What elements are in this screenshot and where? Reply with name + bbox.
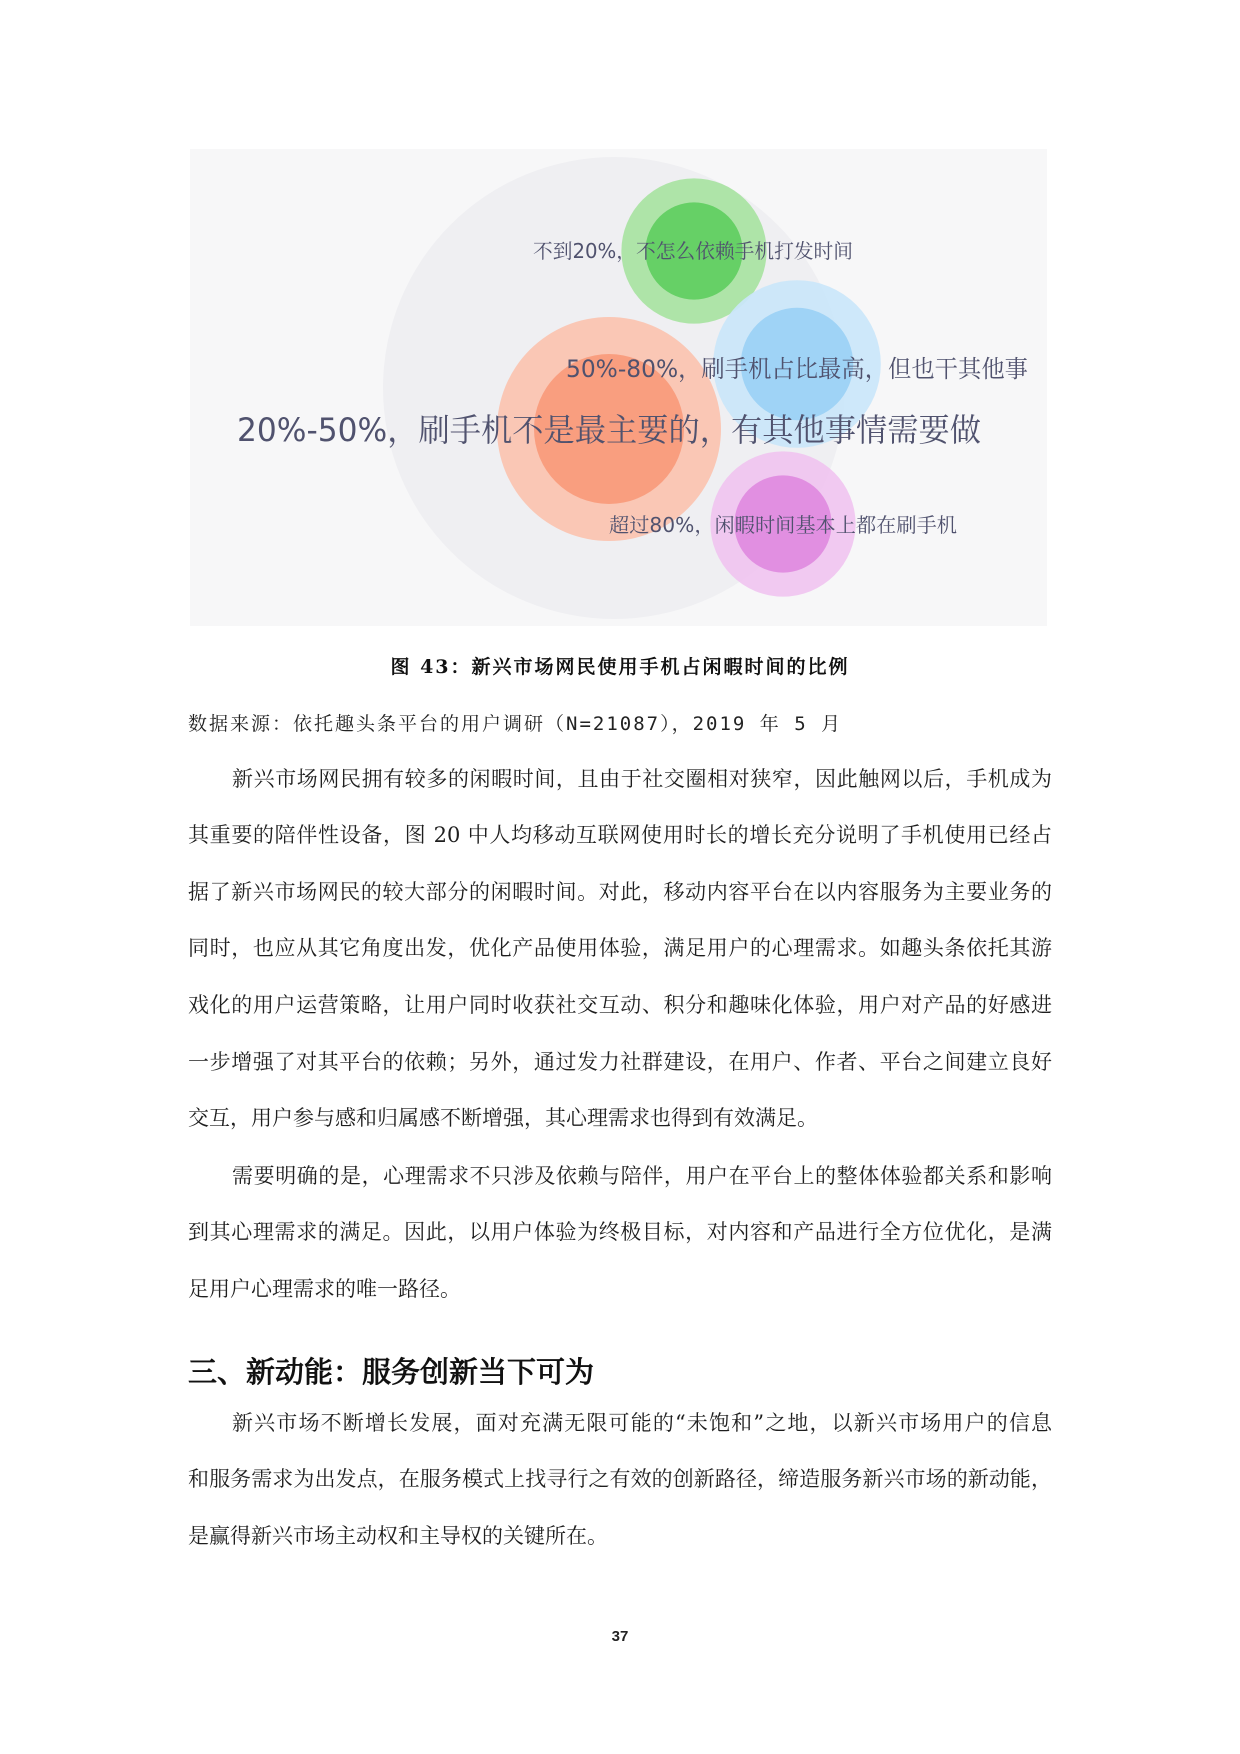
body-text-line: 据了新兴市场网民的较大部分的闲暇时间。对此，移动内容平台在以内容服务为主要业务的 bbox=[188, 879, 1052, 904]
body-text-line: 戏化的用户运营策略，让用户同时收获社交互动、积分和趣味化体验，用户对产品的好感进 bbox=[188, 993, 1052, 1018]
body-text-line: 同时，也应从其它角度出发，优化产品使用体验，满足用户的心理需求。如趣头条依托其游 bbox=[188, 936, 1052, 961]
body-paragraph-1 bbox=[188, 751, 1052, 1147]
bubble-label-under-20-percent: 不到20%，不怎么依赖手机打发时间 bbox=[533, 239, 853, 263]
bubble-label-over-80-percent: 超过80%，闲暇时间基本上都在刷手机 bbox=[609, 513, 957, 537]
body-text-line: 足用户心理需求的唯一路径。 bbox=[188, 1276, 461, 1301]
body-text-line: 是赢得新兴市场主动权和主导权的关键所在。 bbox=[188, 1523, 608, 1548]
bubble-label-20-50-percent: 20%-50%，刷手机不是最主要的，有其他事情需要做 bbox=[237, 411, 981, 449]
data-source-note: 数据来源：依托趣头条平台的用户调研（N=21087），2019 年 5 月 bbox=[188, 713, 843, 735]
body-paragraph-2 bbox=[188, 1148, 1052, 1318]
body-text-line: 到其心理需求的满足。因此，以用户体验为终极目标，对内容和产品进行全方位优化，是满 bbox=[188, 1220, 1052, 1245]
figure-caption: 图 43：新兴市场网民使用手机占闲暇时间的比例 bbox=[390, 656, 850, 678]
bubble-label-50-80-percent: 50%-80%，刷手机占比最高，但也干其他事 bbox=[566, 355, 1028, 383]
body-text-line: 和服务需求为出发点，在服务模式上找寻行之有效的创新路径，缔造服务新兴市场的新动能， bbox=[188, 1467, 1052, 1492]
page-number: 37 bbox=[611, 1628, 629, 1645]
body-text-line: 新兴市场不断增长发展，面对充满无限可能的“未饱和”之地，以新兴市场用户的信息 bbox=[232, 1410, 1052, 1435]
body-text-line: 一步增强了对其平台的依赖；另外，通过发力社群建设，在用户、作者、平台之间建立良好 bbox=[188, 1049, 1052, 1074]
body-text-line: 需要明确的是，心理需求不只涉及依赖与陪伴，用户在平台上的整体体验都关系和影响 bbox=[232, 1163, 1052, 1188]
body-text-line: 其重要的陪伴性设备，图 20 中人均移动互联网使用时长的增长充分说明了手机使用已经占 bbox=[188, 823, 1052, 848]
section-heading: 三、新动能：服务创新当下可为 bbox=[188, 1355, 595, 1389]
body-text-line: 交互，用户参与感和归属感不断增强，其心理需求也得到有效满足。 bbox=[188, 1106, 818, 1131]
body-text-line: 新兴市场网民拥有较多的闲暇时间，且由于社交圈相对狭窄，因此触网以后，手机成为 bbox=[232, 766, 1052, 791]
section-paragraph-1 bbox=[188, 1395, 1052, 1565]
bubble-chart bbox=[190, 149, 1047, 626]
